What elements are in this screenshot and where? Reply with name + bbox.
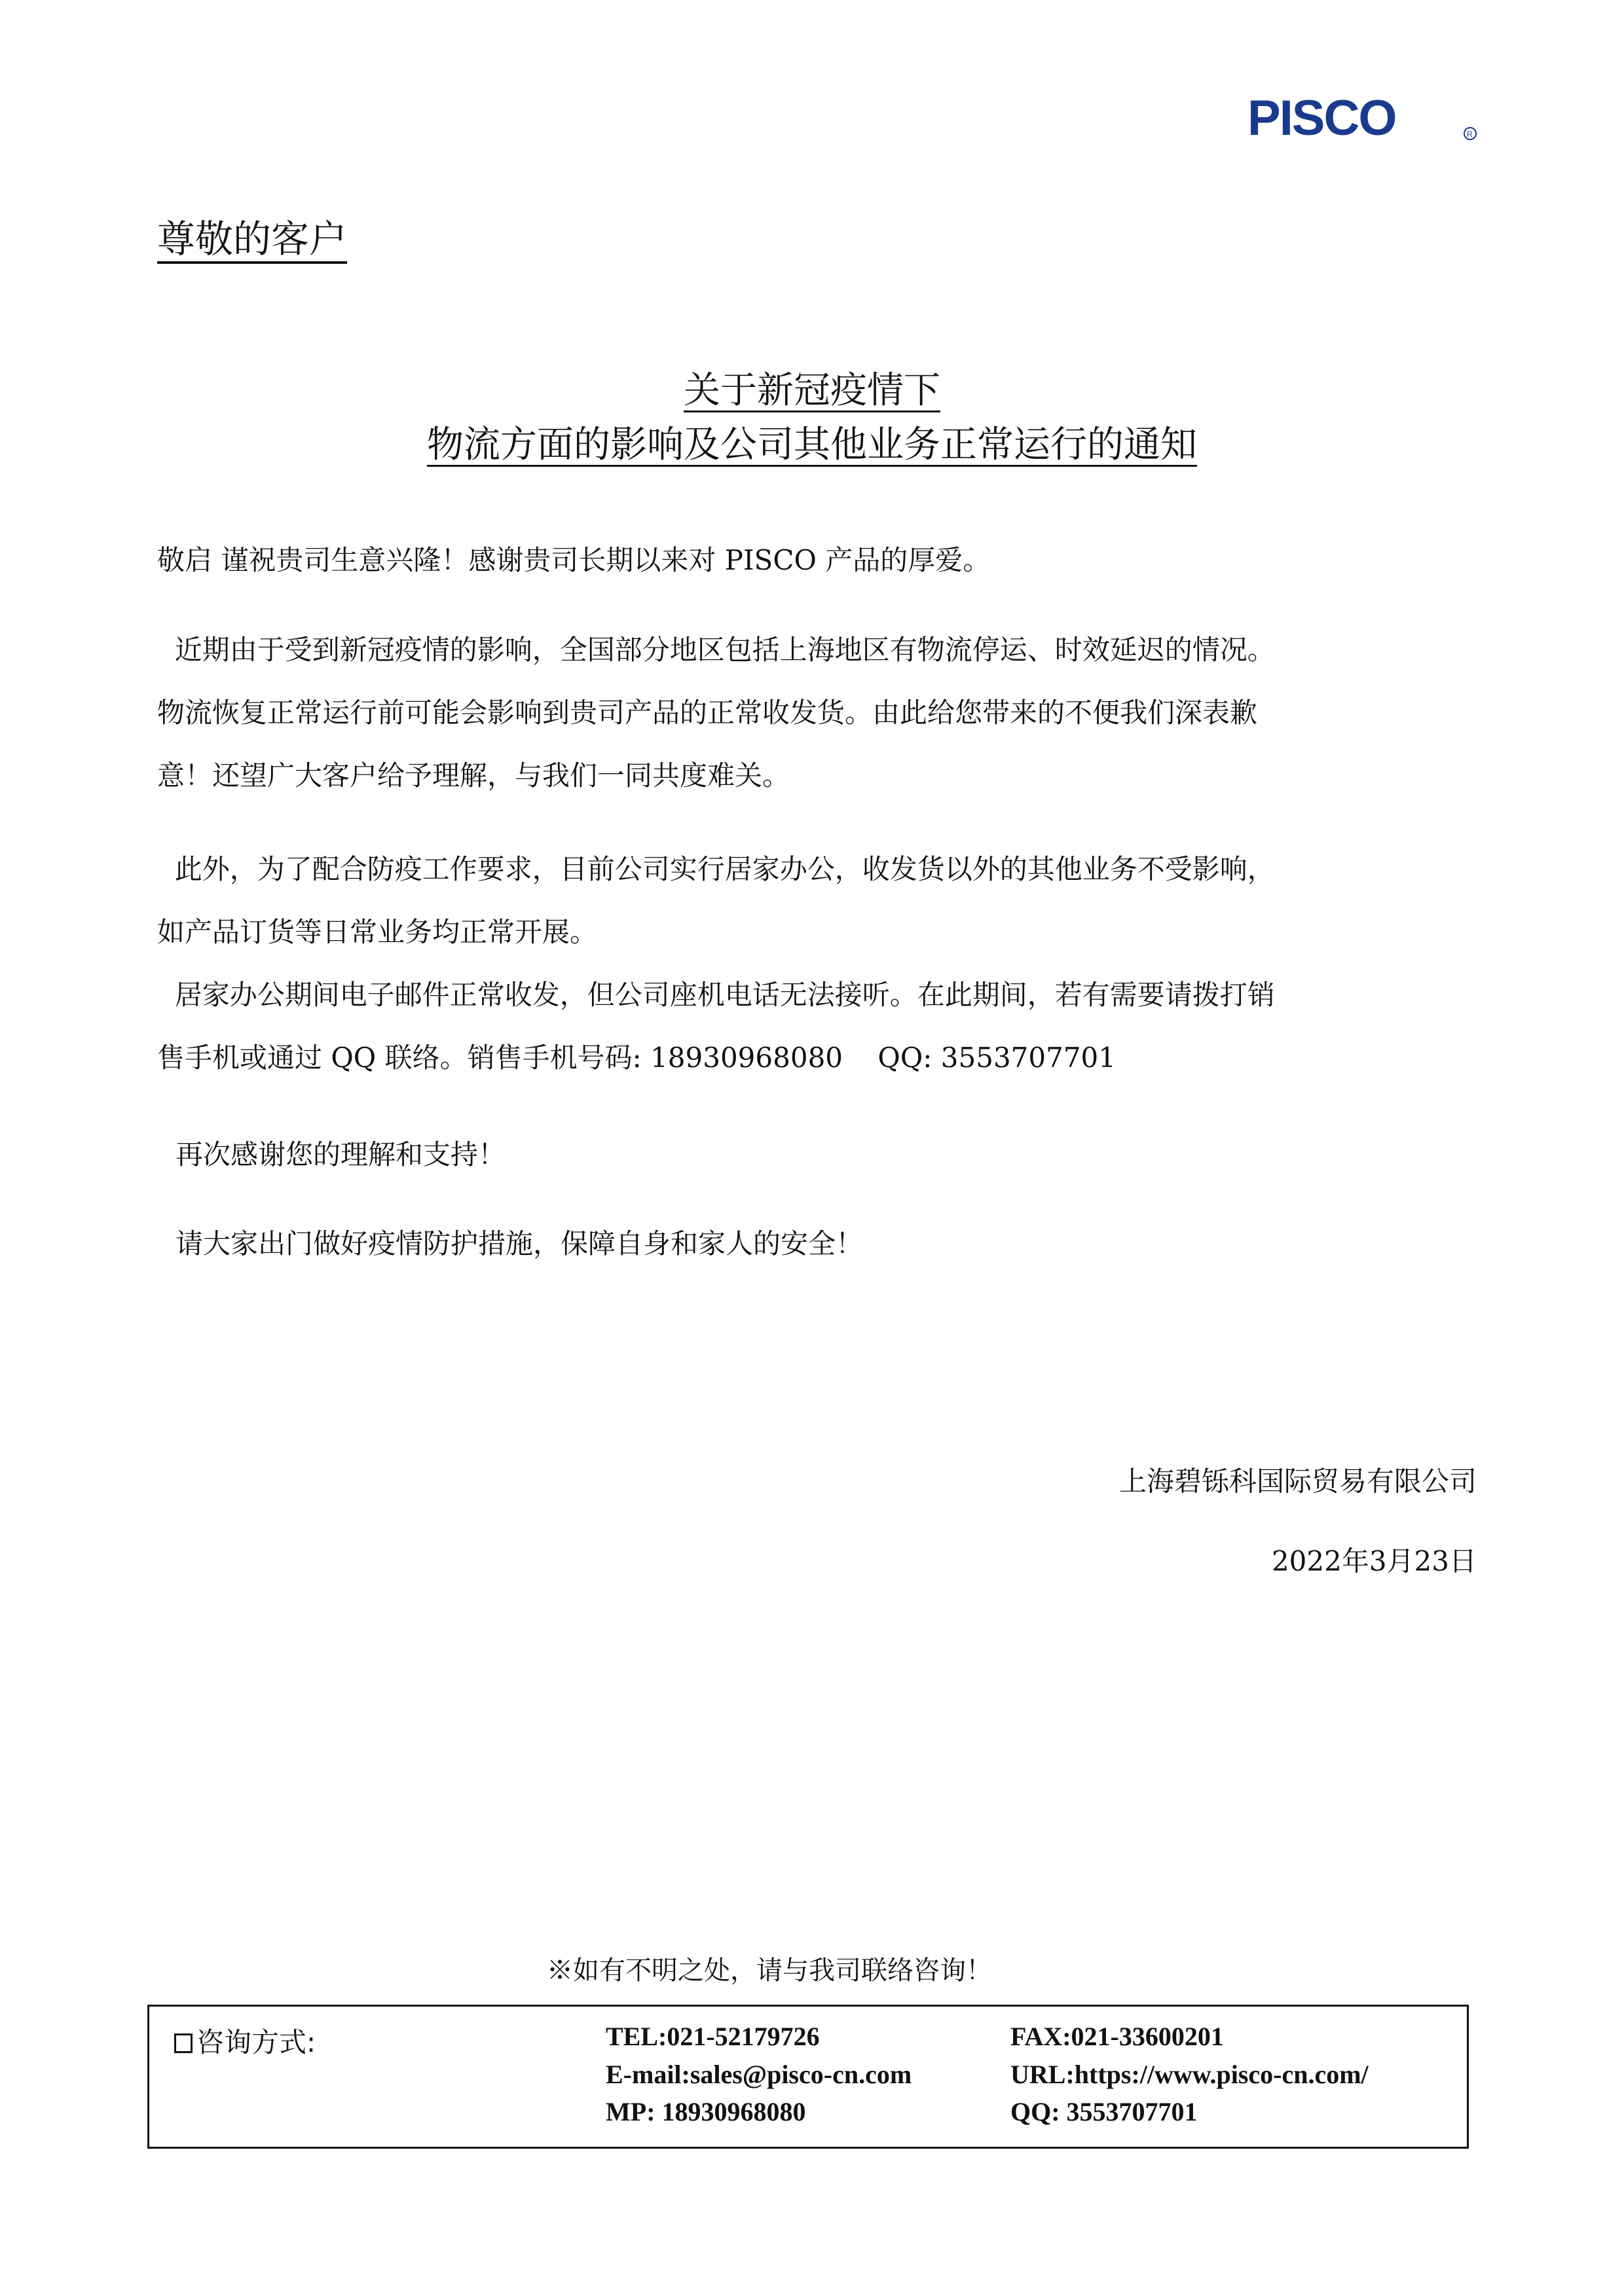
signature-company: 上海碧铄科国际贸易有限公司 (1118, 1465, 1477, 1497)
greeting-paragraph (157, 529, 1480, 592)
notice-title-line1: 关于新冠疫情下 (684, 369, 940, 412)
contact-box (147, 2005, 1469, 2149)
contact-mobile: MP: 18930968080 (606, 2097, 806, 2126)
work-from-home-paragraph (157, 838, 1480, 1089)
contact-fax: FAX:021-33600201 (1010, 2022, 1224, 2051)
registered-mark: R (1467, 130, 1473, 139)
notice-title-line2: 物流方面的影响及公司其他业务正常运行的通知 (427, 424, 1197, 466)
paragraph-line: 居家办公期间电子邮件正常收发，但公司座机电话无法接听。在此期间，若有需要请拨打销 (157, 979, 1275, 1011)
paragraph-line: 意！还望广大客户给予理解，与我们一同共度难关。 (157, 759, 790, 792)
paragraph-line: 近期由于受到新冠疫情的影响，全国部分地区包括上海地区有物流停运、时效延迟的情况。 (157, 634, 1275, 666)
pisco-logo (1247, 92, 1483, 144)
inquiry-footnote: ※如有不明之处，请与我司联络咨询！ (547, 1956, 992, 1986)
thanks-paragraph (175, 1123, 1498, 1186)
contact-label: 咨询方式: (174, 2021, 316, 2060)
safety-text: 请大家出门做好疫情防护措施，保障自身和家人的安全！ (175, 1228, 864, 1260)
contact-url[interactable]: URL:https://www.pisco-cn.com/ (1010, 2060, 1369, 2089)
salutation: 尊敬的客户 (157, 217, 348, 261)
paragraph-line: 此外，为了配合防疫工作要求，目前公司实行居家办公，收发货以外的其他业务不受影响， (157, 853, 1275, 885)
paragraph-line: 如产品订货等日常业务均正常开展。 (157, 916, 598, 948)
contact-email[interactable]: E-mail:sales@pisco-cn.com (606, 2060, 912, 2089)
greeting-text: 敬启 谨祝贵司生意兴隆！感谢贵司长期以来对 PISCO 产品的厚爱。 (157, 544, 991, 576)
safety-paragraph (175, 1212, 1498, 1275)
signature-date: 2022年3月23日 (1271, 1545, 1477, 1577)
paragraph-line: 售手机或通过 QQ 联络。销售手机号码: 18930968080 QQ: 3553707701 (157, 1042, 1116, 1074)
contact-tel: TEL:021-52179726 (606, 2022, 820, 2051)
logistics-paragraph (157, 619, 1480, 807)
checkbox-icon (174, 2033, 193, 2053)
paragraph-line: 物流恢复正常运行前可能会影响到贵司产品的正常收发货。由此给您带来的不便我们深表歉 (157, 697, 1258, 729)
contact-qq: QQ: 3553707701 (1010, 2097, 1198, 2126)
thanks-text: 再次感谢您的理解和支持！ (175, 1139, 506, 1171)
logo-text: PISCO (1247, 92, 1396, 144)
